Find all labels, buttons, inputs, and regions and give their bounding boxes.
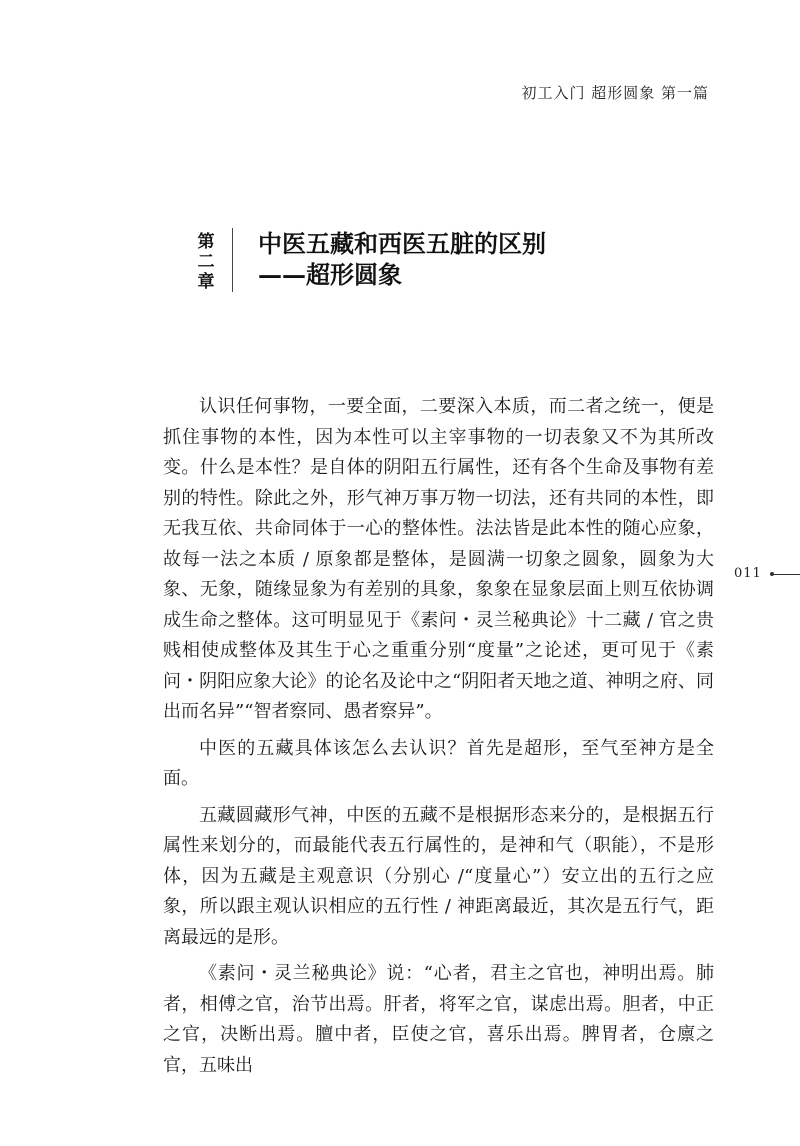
chapter-divider: [232, 228, 233, 292]
paragraph: 认识任何事物，一要全面，二要深入本质，而二者之统一，便是抓住事物的本性，因为本性可以主宰事物的一切表象又不为其所改变。什么是本性？是自体的阴阳五行属性，还有各个生命及事物有差别的特性。除此之外，形气神万事万物一切法，还有共同的本性，即无我互依、共命同体于一心的整体性。法法皆是此本性的随心应象，故每一法之本质 / 原象都是整体，是圆满一切象之圆象，圆象为大象、无象，随缘显象为有差别的具象，象象在显象层面上则互依协调成生命之整体。这可明显见于《素问・灵兰秘典论》十二藏 / 官之贵贱相使成整体及其生于心之重重分别“度量”之论述，更可见于《素问・阴阳应象大论》的论名及论中之“阴阳者天地之道、神明之府、同出而名异”“智者察同、愚者察异”。: [163, 396, 714, 722]
page-number: 011: [734, 566, 762, 581]
body-text: [163, 392, 714, 1087]
paragraph: 五藏圆藏形气神，中医的五藏不是根据形态来分的，是根据五行属性来划分的，而最能代表五行属性的，是神和气（职能），不是形体，因为五藏是主观意识（分别心 /“度量心”）安立出的五行之应象，所以跟主观认识相应的五行性 / 神距离最近，其次是五行气，距离最远的是形。: [163, 804, 714, 948]
chapter-title-line1: 中医五藏和西医五脏的区别: [258, 229, 546, 258]
chapter-label-char: 第: [197, 232, 215, 252]
running-head: 初工入门 超形圆象 第一篇: [521, 84, 709, 102]
chapter-title: [258, 228, 546, 290]
paragraph: 《素问・灵兰秘典论》说：“心者，君主之官也，神明出焉。肺者，相傅之官，治节出焉。肝者，将军之官，谋虑出焉。胆者，中正之官，决断出焉。膻中者，臣使之官，喜乐出焉。脾胃者，仓廪之官，五味出: [163, 963, 714, 1076]
paragraph: 中医的五藏具体该怎么去认识？首先是超形，至气至神方是全面。: [163, 737, 714, 789]
chapter-title-line2: ——超形圆象: [258, 260, 402, 289]
chapter-label-char: 章: [197, 272, 215, 292]
chapter-label-char: 二: [197, 252, 215, 272]
chapter-label: [196, 232, 216, 292]
folio-rule: [772, 574, 800, 575]
